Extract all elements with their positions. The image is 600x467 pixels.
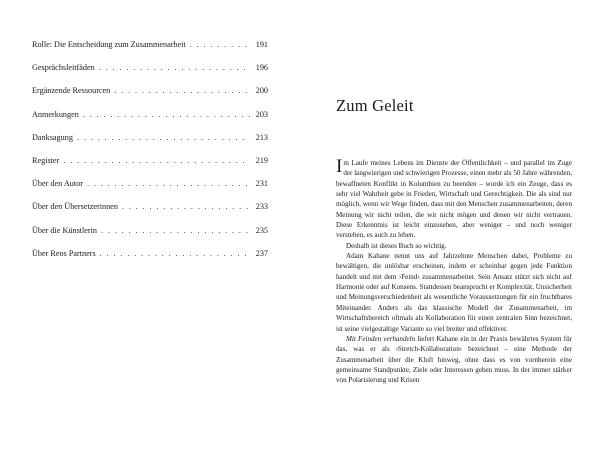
toc-dot-leader (83, 110, 250, 120)
table-of-contents (32, 40, 268, 272)
paragraph: Deshalb ist dieses Buch so wichtig. (346, 241, 447, 250)
paragraph (336, 334, 572, 386)
toc-entry-page: 196 (255, 63, 268, 73)
toc-dot-leader (122, 202, 250, 212)
toc-entry-title: Danksagung (32, 132, 73, 142)
toc-entry-title: Anmerkungen (32, 109, 79, 119)
toc-entry-page: 233 (255, 202, 268, 212)
toc-entry (32, 110, 268, 120)
chapter-title: Zum Geleit (336, 96, 414, 115)
toc-dot-leader (190, 40, 250, 50)
toc-entry-page: 231 (255, 179, 268, 189)
toc-entry (32, 202, 268, 212)
toc-entry (32, 40, 268, 50)
toc-entry (32, 226, 268, 236)
toc-dot-leader (77, 133, 250, 143)
toc-dot-leader (63, 156, 250, 166)
toc-entry-title: Gesprächsleitfäden (32, 63, 95, 73)
chapter-header (336, 96, 572, 116)
toc-entry-page: 213 (255, 132, 268, 142)
toc-entry-title: Register (32, 155, 60, 165)
toc-dot-leader (100, 249, 250, 259)
toc-entry-title: Ergänzende Ressourcen (32, 86, 111, 96)
book-title-italic: Mit Feinden verhandeln (346, 334, 416, 343)
toc-entry (32, 156, 268, 166)
toc-entry-page: 203 (255, 109, 268, 119)
toc-entry-title: Über die Künstlerin (32, 225, 98, 235)
toc-entry (32, 249, 268, 259)
toc-dot-leader (99, 63, 250, 73)
toc-entry-page: 235 (255, 225, 268, 235)
toc-entry-page: 237 (255, 248, 268, 258)
toc-dot-leader (87, 179, 250, 189)
paragraph-text: liefert Kahane ein in der Praxis bewährtes System für das, was er als ›Stretch-Kollaboration‹ bezeichnet – eine Methode der Zusammenarbeit über die Kluft hinweg, ohne dass es von vornherein eine gemeinsame Standpunkte, Ziele oder Interessen geben muss. In der immer stärker von Polarisierung und Krisen (336, 334, 572, 385)
toc-dot-leader (101, 226, 250, 236)
paragraph: Adam Kahane nennt uns auf Jahrzehnte Menschen dabei, Probleme zu bewältigen, die unlösbar erscheinen, indem er scheinbar gegen jede Funktion handelt und mit dem ›Feind‹ zusammenarbeitet. Sein Ansatz stützt sich nicht auf Harmonie oder auf Konsens. Stattdessen beansprucht er Komplexität, Unsicherheit und Meinungsverschiedenheit als wesentliche Voraussetzungen für ein fruchtbares Miteinander. Anders als das klassische Modell der Zusammenarbeit, im Wirtschaftsbereich oftmals als Kollaboration für einen zentralen Sinn bezeichnet, ist seine vielgestaltige Variante so viel breiter und effektiver. (336, 252, 572, 333)
toc-dot-leader (114, 86, 250, 96)
toc-entry-page: 191 (255, 40, 268, 49)
toc-entry (32, 133, 268, 143)
toc-entry-title: Rolle: Die Entscheidung zum Zusammenarbeit (32, 40, 186, 49)
toc-entry (32, 179, 268, 189)
toc-entry-title: Über Reos Partners (32, 248, 96, 258)
toc-entry (32, 63, 268, 73)
toc-entry-title: Über den Autor (32, 179, 83, 189)
paragraph: Im Laufe meines Lebens im Dienste der Öffentlichkeit – und parallel im Zuge der langwierigen und schwierigen Prozesse, einen mehr als 50 Jahre währenden, bewaffneten Konflikt in Kolumbien zu beenden – wurde ich ein Zeuge, dass es sehr viel Wahrheit gebe in Frieden, Wirtschaft und Gerechtigkeit. Die als sind nur möglich, wenn wir Wege finden, dass mit den Menschen zusammenarbeiten, deren Meinung wir nicht teilen, die wir nicht mögen und denen wir nicht vertrauen. Diese Erkenntnis ist leicht einzusehen, aber weniger – und noch weniger verstehen, es auch zu leben. (336, 156, 572, 240)
toc-entry-title: Über den Übersetzerinnen (32, 202, 118, 212)
toc-entry-page: 219 (255, 155, 268, 165)
toc-entry-page: 200 (255, 86, 268, 96)
toc-entry (32, 86, 268, 96)
chapter-body (336, 158, 572, 386)
